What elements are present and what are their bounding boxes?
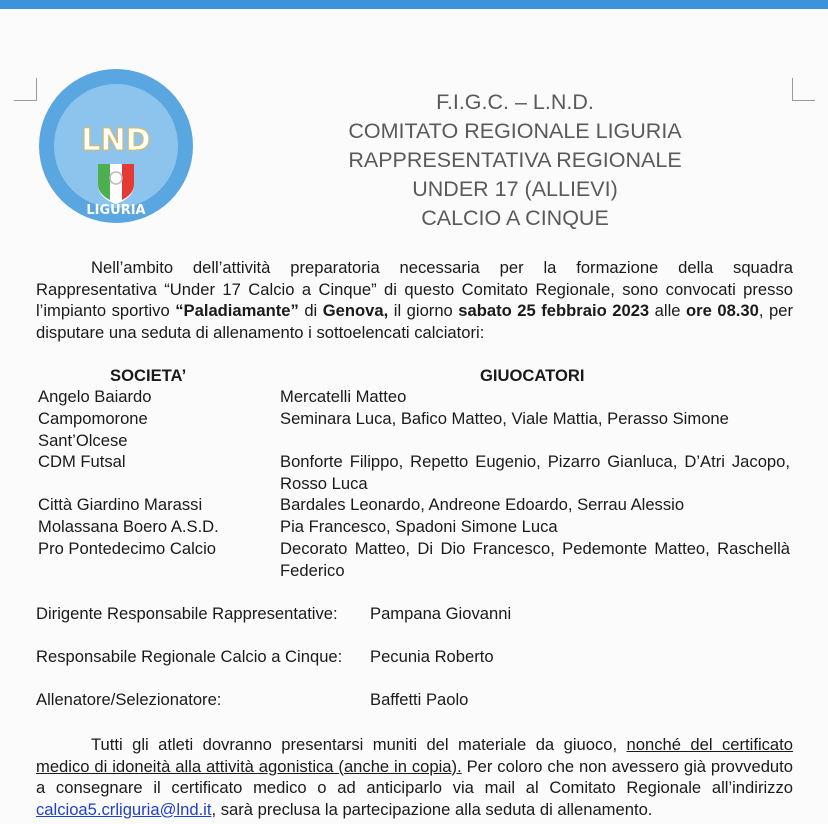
lnd-liguria-logo <box>38 68 194 224</box>
staff-name: Pampana Giovanni <box>370 604 512 623</box>
staff-role: Dirigente Responsabile Rappresentative: <box>36 604 338 623</box>
club-name: CDM Futsal <box>38 452 126 471</box>
medical-certificate-note: nonché del certificato medico di idoneità alla attività agonistica (anche in copia). <box>36 735 793 776</box>
column-header-giocatori: GIUOCATORI <box>480 366 585 385</box>
club-name: Pro Pontedecimo Calcio <box>38 539 217 558</box>
staff-name: Baffetti Paolo <box>370 690 469 709</box>
closing-paragraph: Tutti gli atleti dovranno presentarsi muniti del materiale da giuoco, nonché del certificato medico di idoneità alla attività agonistica (anche in copia). Per coloro che non avessero già provveduto a consegnare il certificato medico o ad anticiparlo via mail al Comitato Regionale all’indirizzo calcioa5.crliguria@lnd.it, sarà preclusa la partecipazione alla seduta di allenamento. <box>36 735 793 819</box>
club-name: Molassana Boero A.S.D. <box>38 517 219 536</box>
logo-lnd-text: LND <box>81 123 151 158</box>
page-margin-corner-right <box>792 78 815 101</box>
top-accent-bar <box>0 0 828 9</box>
header-line-rappresentativa: RAPPRESENTATIVA REGIONALE <box>348 148 682 172</box>
intro-paragraph: Nell’ambito dell’attività preparatoria necessaria per la formazione della squadra Rappresentativa “Under 17 Calcio a Cinque” di questo Comitato Regionale, sono convocati presso l’impianto sportivo “Paladiamante” di Genova, il giorno sabato 25 febbraio 2023 alle ore 08.30, per disputare una seduta di allenamento i sottoelencati calciatori: <box>36 258 793 342</box>
club-name: Città Giardino Marassi <box>38 495 203 514</box>
logo-ring-text: LIGURIA <box>86 203 146 218</box>
player-list: Bonforte Filippo, Repetto Eugenio, Pizarro Gianluca, D’Atri Jacopo, Rosso Luca <box>280 452 790 493</box>
session-time: ore 08.30 <box>686 301 759 320</box>
player-list: Decorato Matteo, Di Dio Francesco, Pedemonte Matteo, Raschellà Federico <box>280 539 790 580</box>
header-line-comitato: COMITATO REGIONALE LIGURIA <box>348 119 682 143</box>
staff-role: Responsabile Regionale Calcio a Cinque: <box>36 647 343 666</box>
player-list: Pia Francesco, Spadoni Simone Luca <box>280 517 558 536</box>
venue-name: “Paladiamante” <box>175 301 299 320</box>
city-name: Genova, <box>322 301 389 320</box>
player-list: Bardales Leonardo, Andreone Edoardo, Serrau Alessio <box>280 495 685 514</box>
player-list: Mercatelli Matteo <box>280 387 407 406</box>
club-name: Angelo Baiardo <box>38 387 152 406</box>
header-line-calcio-a-cinque: CALCIO A CINQUE <box>421 206 609 230</box>
header-line-figc: F.I.G.C. – L.N.D. <box>436 90 594 114</box>
page-margin-corner-left <box>14 78 37 101</box>
email-link[interactable]: calcioa5.crliguria@lnd.it <box>36 799 212 819</box>
player-list: Seminara Luca, Bafico Matteo, Viale Mattia, Perasso Simone <box>280 409 729 428</box>
staff-name: Pecunia Roberto <box>370 647 494 666</box>
session-date: sabato 25 febbraio 2023 <box>458 301 650 320</box>
column-header-societa: SOCIETA’ <box>110 366 187 385</box>
club-name: Campomorone Sant’Olcese <box>38 409 148 450</box>
header-line-under17: UNDER 17 (ALLIEVI) <box>412 177 618 201</box>
document-header <box>300 88 730 233</box>
staff-role: Allenatore/Selezionatore: <box>36 690 222 709</box>
